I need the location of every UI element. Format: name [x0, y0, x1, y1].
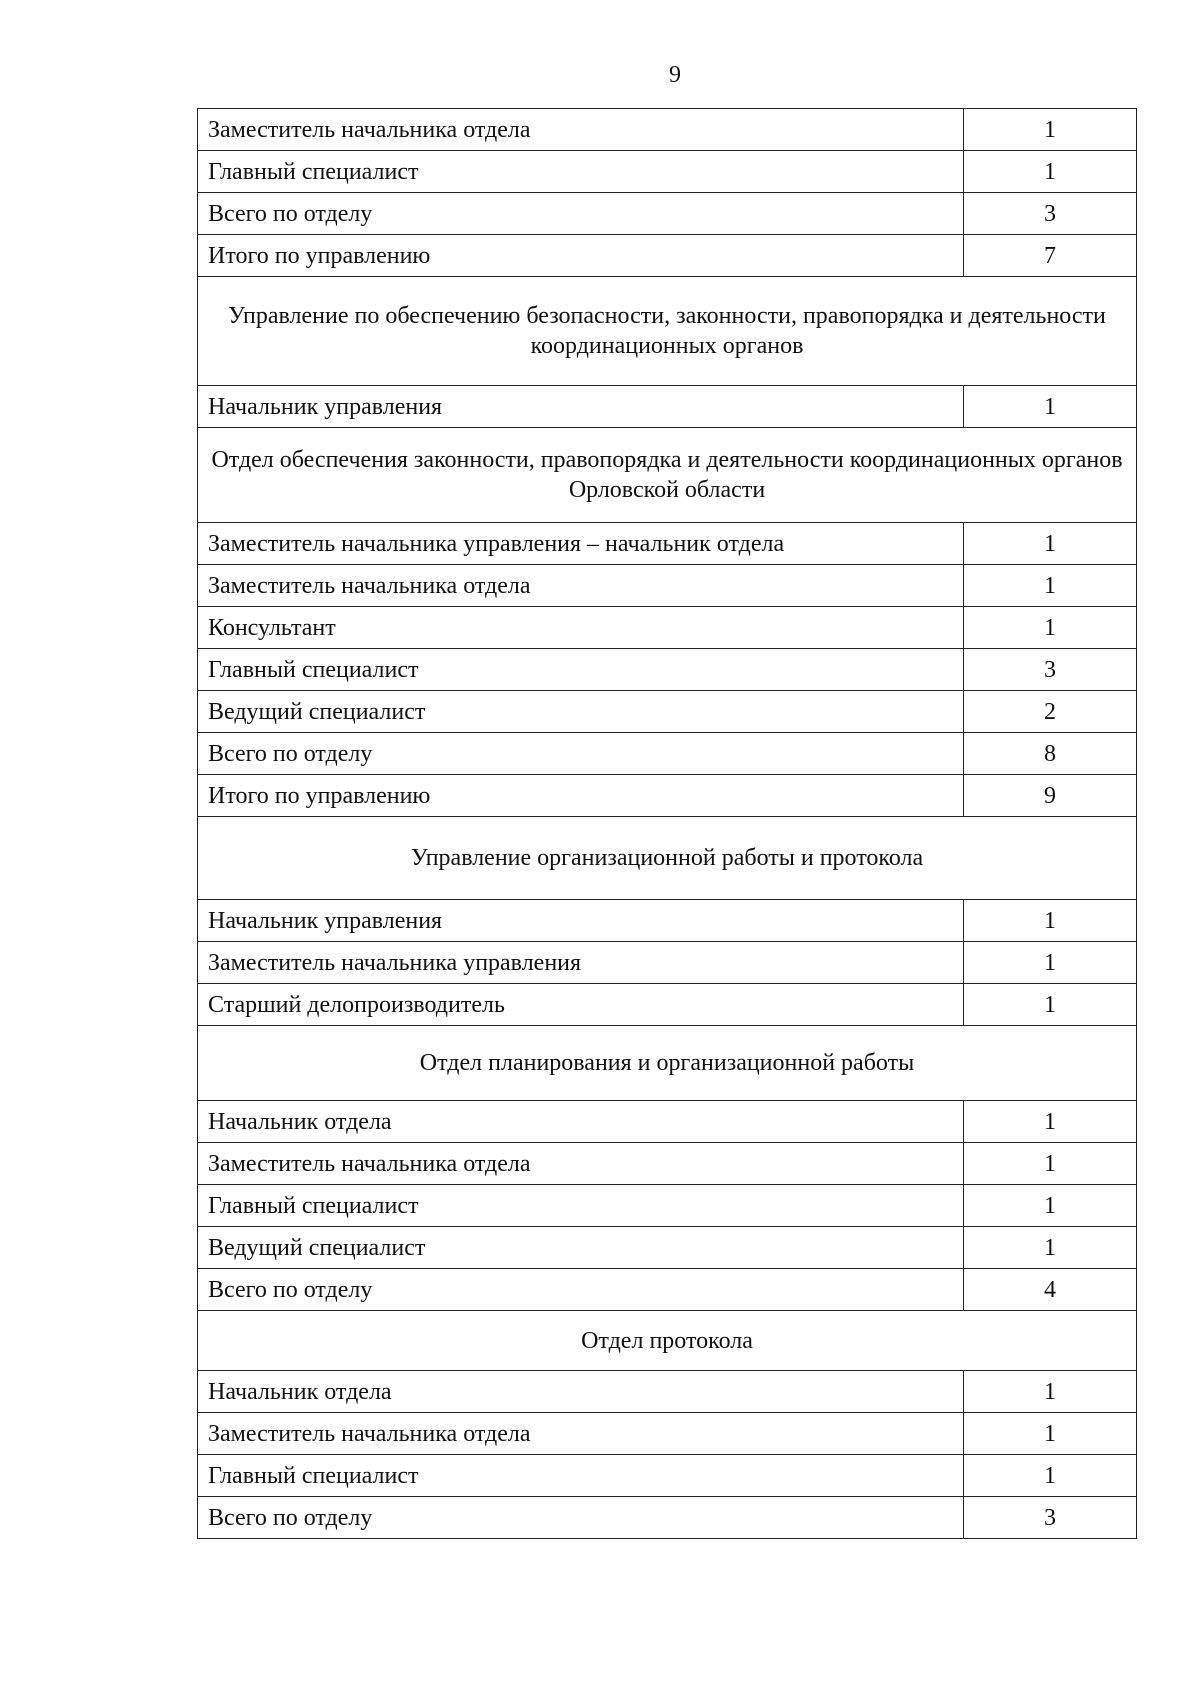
position-count: 1: [964, 942, 1137, 984]
position-count: 3: [964, 193, 1137, 235]
position-row: [198, 1371, 1137, 1413]
section-heading-row: [198, 428, 1137, 523]
position-title: Главный специалист: [198, 649, 964, 691]
position-row: [198, 1185, 1137, 1227]
position-title: Заместитель начальника отдела: [198, 1413, 964, 1455]
section-heading-row: [198, 817, 1137, 900]
section-heading-row: [198, 1311, 1137, 1371]
position-row: [198, 1413, 1137, 1455]
position-row: [198, 984, 1137, 1026]
section-heading: Управление организационной работы и протокола: [198, 817, 1137, 900]
position-count: 1: [964, 900, 1137, 942]
position-title: Итого по управлению: [198, 775, 964, 817]
position-title: Всего по отделу: [198, 1497, 964, 1539]
position-count: 7: [964, 235, 1137, 277]
section-heading: Отдел обеспечения законности, правопорядка и деятельности координационных органов Орловской области: [198, 428, 1137, 523]
position-title: Заместитель начальника управления: [198, 942, 964, 984]
position-count: 1: [964, 1413, 1137, 1455]
position-title: Ведущий специалист: [198, 1227, 964, 1269]
position-count: 4: [964, 1269, 1137, 1311]
position-title: Начальник управления: [198, 386, 964, 428]
position-count: 1: [964, 984, 1137, 1026]
section-heading-row: [198, 1026, 1137, 1101]
position-title: Заместитель начальника отдела: [198, 109, 964, 151]
position-count: 1: [964, 109, 1137, 151]
position-title: Заместитель начальника управления – начальник отдела: [198, 523, 964, 565]
position-row: [198, 1227, 1137, 1269]
position-row: [198, 151, 1137, 193]
position-title: Итого по управлению: [198, 235, 964, 277]
position-row: [198, 942, 1137, 984]
page-number: 9: [669, 62, 681, 88]
position-count: 1: [964, 1101, 1137, 1143]
position-count: 1: [964, 1185, 1137, 1227]
position-title: Всего по отделу: [198, 1269, 964, 1311]
position-count: 1: [964, 523, 1137, 565]
position-title: Начальник управления: [198, 900, 964, 942]
position-row: [198, 193, 1137, 235]
position-count: 3: [964, 1497, 1137, 1539]
position-row: [198, 1497, 1137, 1539]
position-count: 1: [964, 386, 1137, 428]
position-title: Консультант: [198, 607, 964, 649]
position-count: 1: [964, 607, 1137, 649]
position-row: [198, 900, 1137, 942]
section-heading: Отдел протокола: [198, 1311, 1137, 1371]
position-title: Заместитель начальника отдела: [198, 1143, 964, 1185]
position-row: [198, 235, 1137, 277]
position-title: Всего по отделу: [198, 733, 964, 775]
position-row: [198, 386, 1137, 428]
position-row: [198, 649, 1137, 691]
position-row: [198, 733, 1137, 775]
position-row: [198, 607, 1137, 649]
position-title: Заместитель начальника отдела: [198, 565, 964, 607]
position-title: Главный специалист: [198, 1455, 964, 1497]
position-row: [198, 1269, 1137, 1311]
position-row: [198, 109, 1137, 151]
position-count: 1: [964, 1371, 1137, 1413]
position-title: Старший делопроизводитель: [198, 984, 964, 1026]
position-row: [198, 523, 1137, 565]
position-count: 1: [964, 1143, 1137, 1185]
position-title: Главный специалист: [198, 1185, 964, 1227]
position-count: 8: [964, 733, 1137, 775]
position-row: [198, 691, 1137, 733]
position-row: [198, 565, 1137, 607]
section-heading: Управление по обеспечению безопасности, законности, правопорядка и деятельности координационных органов: [198, 277, 1137, 386]
position-title: Ведущий специалист: [198, 691, 964, 733]
position-row: [198, 1101, 1137, 1143]
position-count: 2: [964, 691, 1137, 733]
section-heading-row: [198, 277, 1137, 386]
position-count: 3: [964, 649, 1137, 691]
position-title: Всего по отделу: [198, 193, 964, 235]
position-title: Главный специалист: [198, 151, 964, 193]
staffing-table-body: [198, 109, 1137, 1539]
position-count: 1: [964, 565, 1137, 607]
position-row: [198, 1143, 1137, 1185]
position-count: 1: [964, 151, 1137, 193]
position-count: 9: [964, 775, 1137, 817]
position-row: [198, 775, 1137, 817]
position-title: Начальник отдела: [198, 1101, 964, 1143]
position-count: 1: [964, 1227, 1137, 1269]
position-row: [198, 1455, 1137, 1497]
section-heading: Отдел планирования и организационной работы: [198, 1026, 1137, 1101]
staffing-table: [197, 108, 1137, 1539]
position-title: Начальник отдела: [198, 1371, 964, 1413]
position-count: 1: [964, 1455, 1137, 1497]
